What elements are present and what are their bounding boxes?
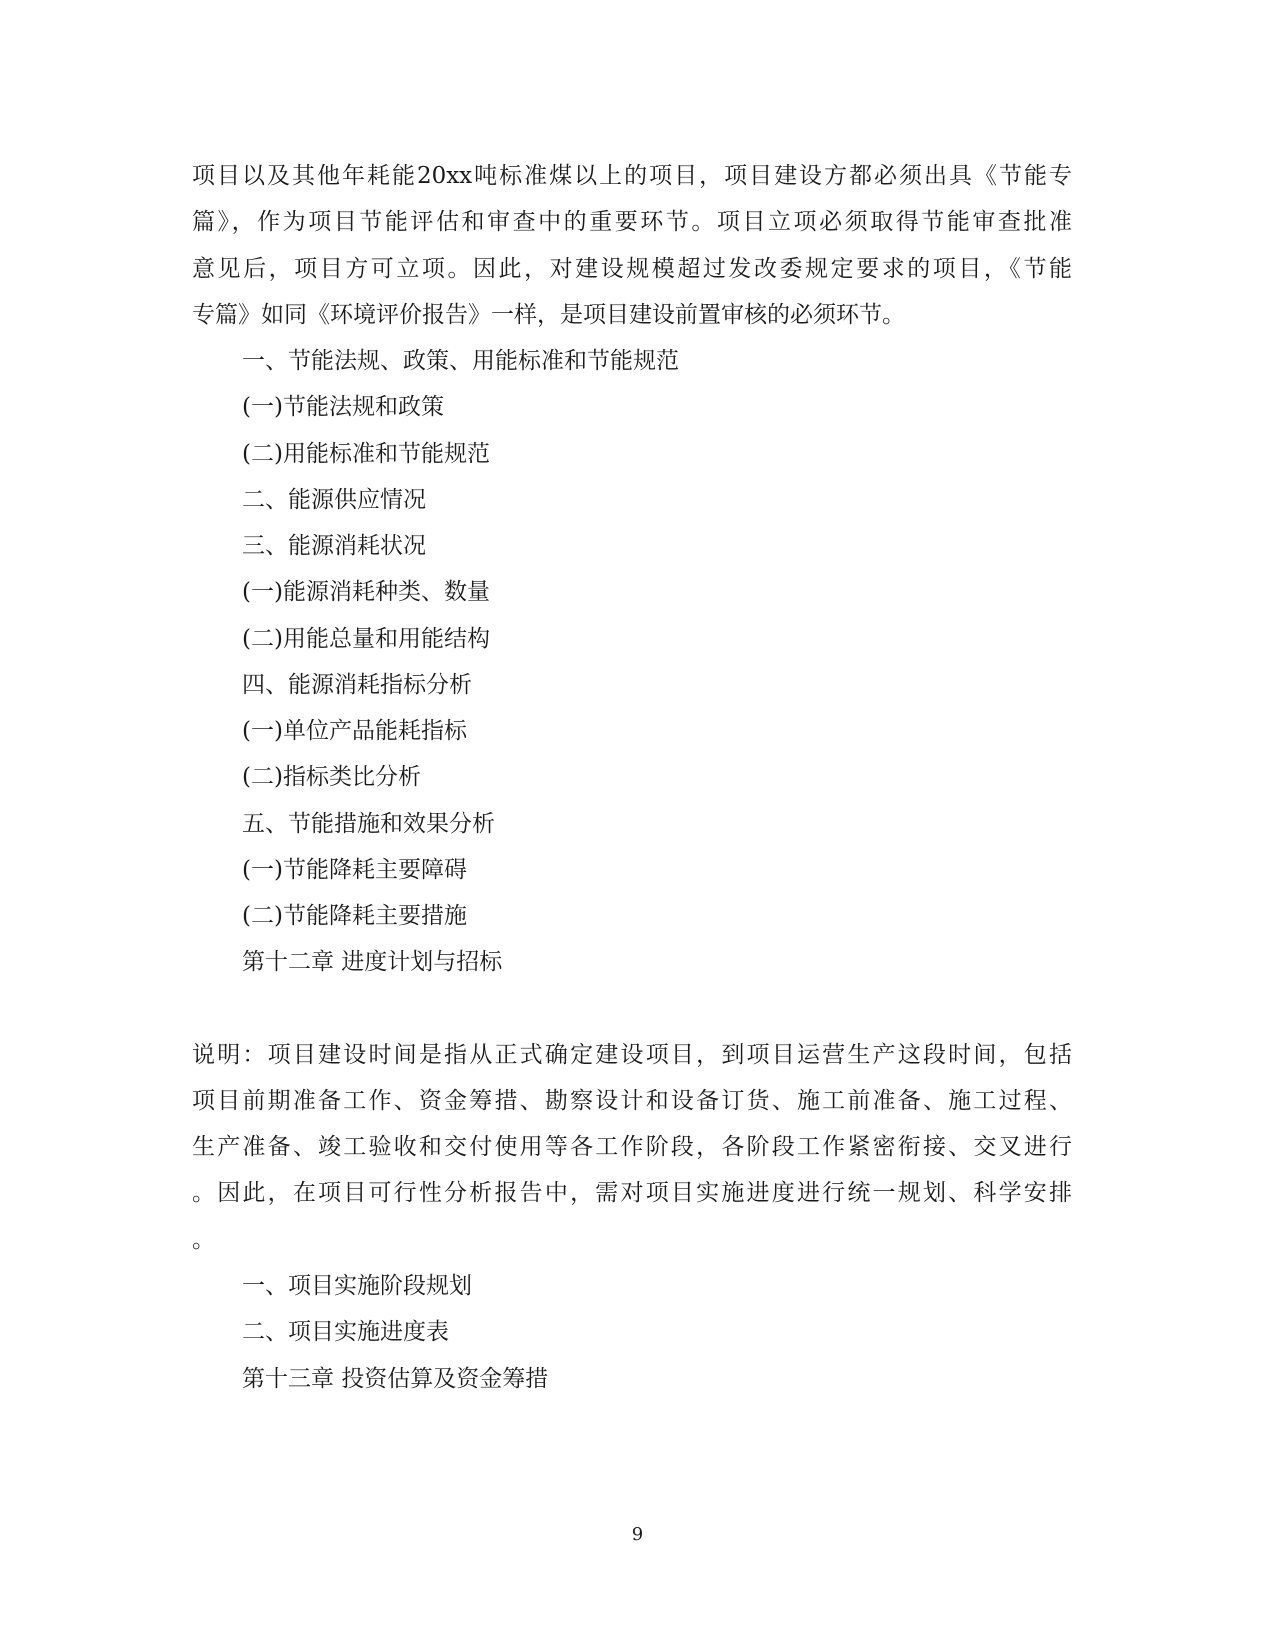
chapter-heading: 第十三章 投资估算及资金筹措 (242, 1366, 549, 1392)
outline-heading: 四、能源消耗指标分析 (242, 672, 472, 698)
outline-subheading: (一)节能降耗主要障碍 (242, 857, 467, 883)
outline-subheading: (一)节能法规和政策 (242, 394, 444, 420)
outline-subheading: (二)用能总量和用能结构 (242, 626, 490, 652)
chapter-heading: 第十二章 进度计划与招标 (242, 949, 503, 975)
paragraph-text: 说明：项目建设时间是指从正式确定建设项目，到项目运营生产这段时间，包括 (192, 1042, 1072, 1068)
paragraph-text: 意见后，项目方可立项。因此，对建设规模超过发改委规定要求的项目，《节能 (192, 256, 1072, 282)
outline-subheading: (一)单位产品能耗指标 (242, 718, 467, 744)
outline-subheading: (二)用能标准和节能规范 (242, 441, 490, 467)
paragraph-line (192, 1225, 1072, 1255)
outline-subheading: (二)节能降耗主要措施 (242, 903, 467, 929)
paragraph-text: 。因此，在项目可行性分析报告中，需对项目实施进度进行统一规划、科学安排 (192, 1180, 1072, 1206)
paragraph-line (192, 254, 1072, 284)
paragraph-line (192, 1132, 1072, 1162)
outline-subheading: (二)指标类比分析 (242, 764, 421, 790)
paragraph-text: 项目前期准备工作、资金筹措、勘察设计和设备订货、施工前准备、施工过程、 (192, 1088, 1072, 1114)
paragraph-text: 生产准备、竣工验收和交付使用等各工作阶段，各阶段工作紧密衔接、交叉进行 (192, 1134, 1072, 1160)
paragraph-line (192, 1086, 1072, 1116)
outline-heading: 一、节能法规、政策、用能标准和节能规范 (242, 348, 679, 374)
page-number: 9 (631, 1524, 644, 1545)
outline-subheading: (一)能源消耗种类、数量 (242, 579, 490, 605)
outline-heading: 五、节能措施和效果分析 (242, 811, 495, 837)
paragraph-text: 项目以及其他年耗能20xx吨标准煤以上的项目，项目建设方都必须出具《节能专 (192, 163, 1072, 189)
outline-heading: 二、项目实施进度表 (242, 1319, 449, 1345)
outline-heading: 一、项目实施阶段规划 (242, 1273, 472, 1299)
paragraph-line (192, 1040, 1072, 1070)
paragraph-line (192, 207, 1072, 237)
paragraph-line (192, 1178, 1072, 1208)
paragraph-text: 篇》，作为项目节能评估和审查中的重要环节。项目立项必须取得节能审查批准 (192, 209, 1072, 235)
outline-heading: 二、能源供应情况 (242, 487, 426, 513)
paragraph-line (192, 300, 1072, 330)
paragraph-text: 。 (192, 1227, 215, 1253)
paragraph-text: 专篇》如同《环境评价报告》一样，是项目建设前置审核的必须环节。 (192, 302, 905, 328)
outline-heading: 三、能源消耗状况 (242, 533, 426, 559)
paragraph-line (192, 161, 1072, 191)
